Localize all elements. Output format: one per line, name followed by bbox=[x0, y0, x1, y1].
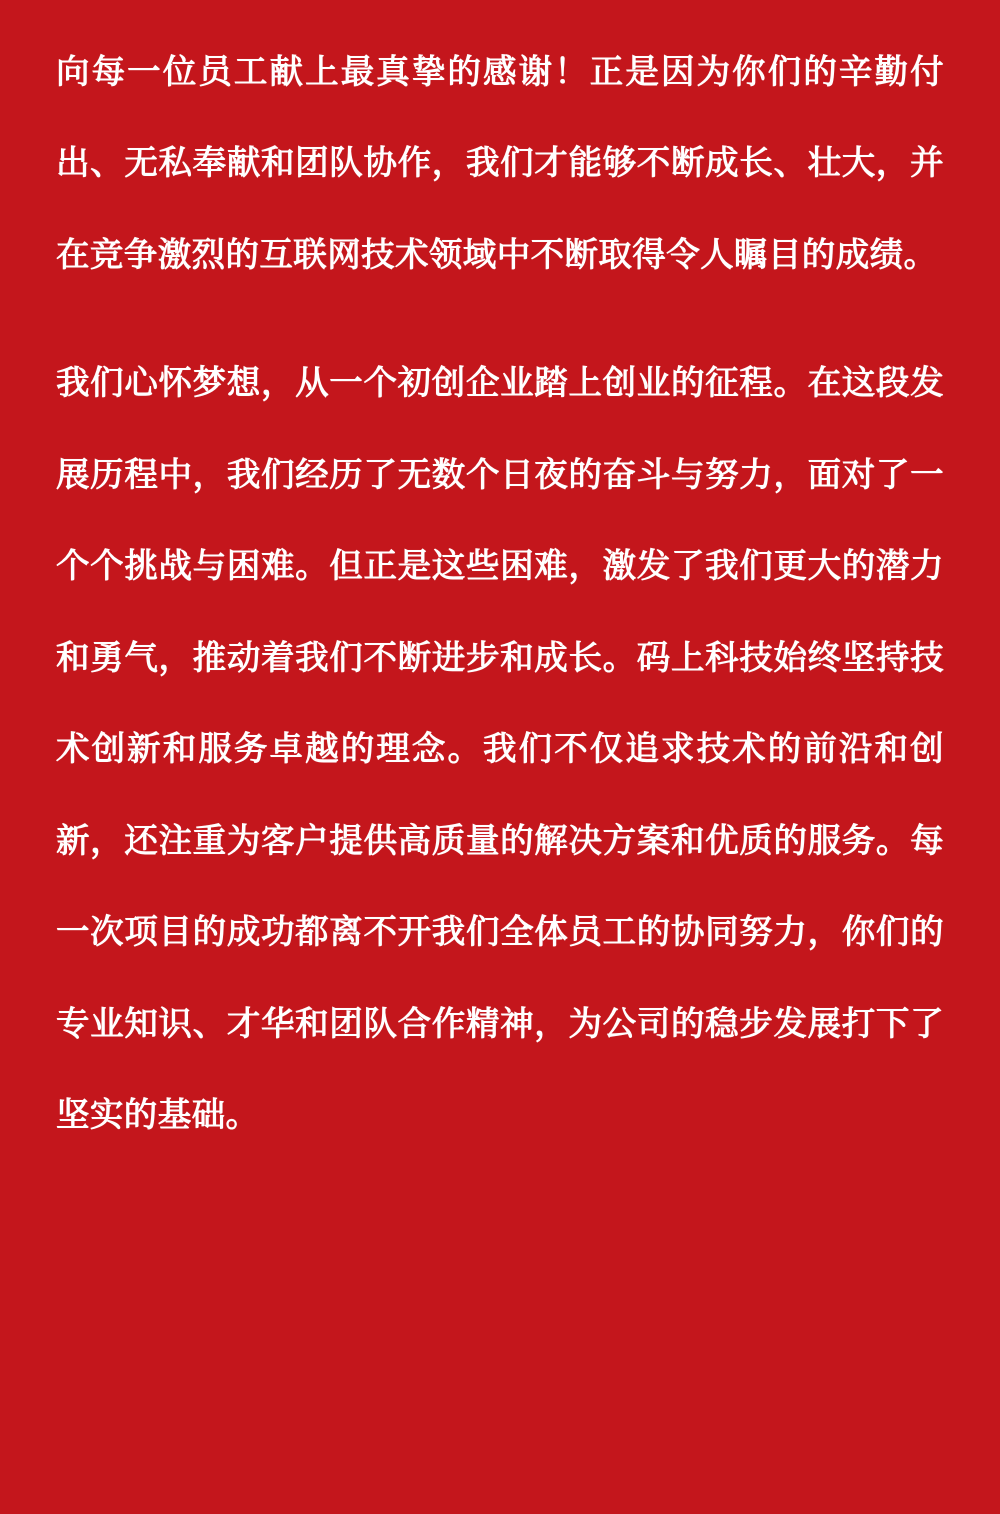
paragraph-thanks: 向每一位员工献上最真挚的感谢！正是因为你们的辛勤付出、无私奉献和团队协作，我们才能够不断成长、壮大，并在竞争激烈的互联网技术领域中不断取得令人瞩目的成绩。 bbox=[56, 52, 944, 274]
paragraph-journey: 我们心怀梦想，从一个初创企业踏上创业的征程。在这段发展历程中，我们经历了无数个日夜的奋斗与努力，面对了一个个挑战与困难。但正是这些困难，激发了我们更大的潜力和勇气，推动着我们不断进步和成长。码上科技始终坚持技术创新和服务卓越的理念。我们不仅追求技术的前沿和创新，还注重为客户提供高质量的解决方案和优质的服务。每一次项目的成功都离不开我们全体员工的协同努力，你们的专业知识、才华和团队合作精神，为公司的稳步发展打下了坚实的基础。 bbox=[56, 363, 944, 1134]
letter-body bbox=[56, 26, 944, 1160]
